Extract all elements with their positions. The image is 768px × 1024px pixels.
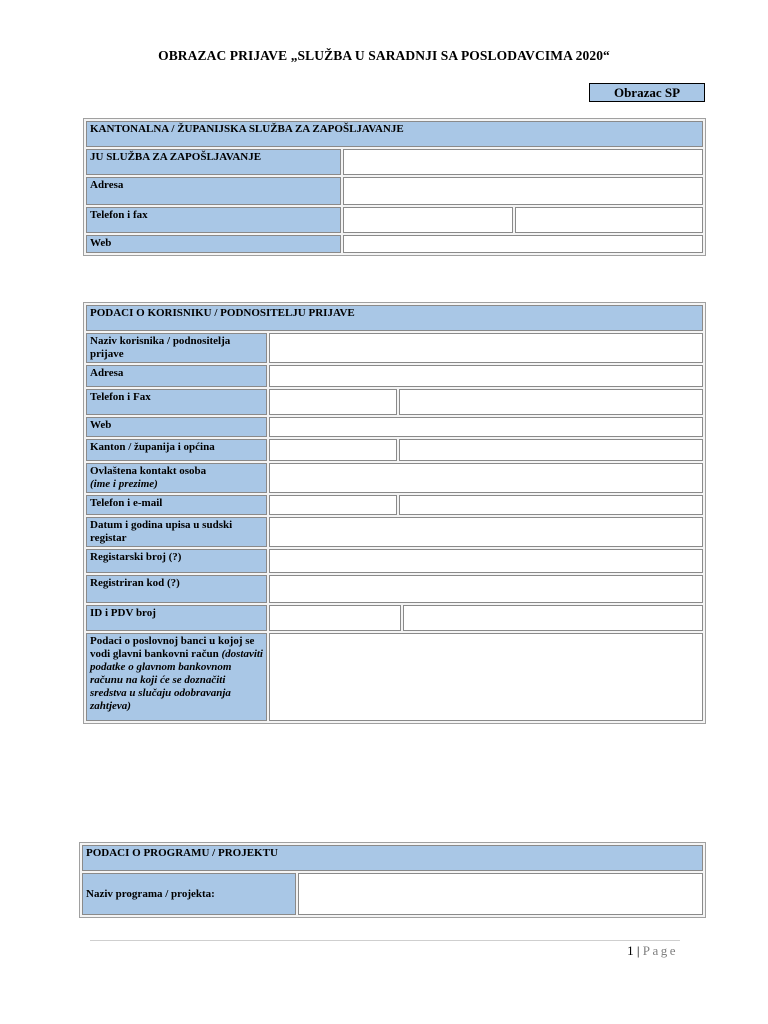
vat-number-field[interactable]	[403, 605, 703, 631]
contact-phone-field[interactable]	[269, 495, 397, 515]
service-address-field[interactable]	[343, 177, 703, 205]
applicant-phone-field[interactable]	[269, 389, 397, 415]
contact-person-note: (ime i prezime)	[90, 478, 158, 490]
page-footer	[627, 943, 678, 959]
applicant-name-label: Naziv korisnika / podnositelja prijave	[86, 333, 267, 363]
service-address-label: Adresa	[86, 177, 341, 205]
applicant-address-label: Adresa	[86, 365, 267, 387]
service-web-field[interactable]	[343, 235, 703, 253]
page-separator: |	[636, 943, 640, 958]
section-header: PODACI O KORISNIKU / PODNOSITELJU PRIJAVE	[86, 305, 703, 331]
service-name-field[interactable]	[343, 149, 703, 175]
applicant-canton-field[interactable]	[269, 439, 397, 461]
contact-person-text: Ovlaštena kontakt osoba	[90, 465, 207, 477]
bank-info-label	[86, 633, 267, 721]
registration-date-label: Datum i godina upisa u sudski registar	[86, 517, 267, 547]
service-fax-field[interactable]	[515, 207, 703, 233]
service-name-label: JU SLUŽBA ZA ZAPOŠLJAVANJE	[86, 149, 341, 175]
registry-number-field[interactable]	[269, 549, 703, 573]
id-vat-label: ID i PDV broj	[86, 605, 267, 631]
form-title: OBRAZAC PRIJAVE „SLUŽBA U SARADNJI SA POSLODAVCIMA 2020“	[158, 48, 610, 63]
registered-code-field[interactable]	[269, 575, 703, 603]
service-phone-fax-label: Telefon i fax	[86, 207, 341, 233]
registration-date-field[interactable]	[269, 517, 703, 547]
employment-service-section	[83, 118, 706, 256]
applicant-section	[83, 302, 706, 724]
applicant-phone-fax-label: Telefon i Fax	[86, 389, 267, 415]
bank-info-text: Podaci o poslovnoj banci u kojoj se vodi glavni bankovni račun	[90, 635, 255, 660]
service-web-label: Web	[86, 235, 341, 253]
bank-info-field[interactable]	[269, 633, 703, 721]
page-word: Page	[642, 943, 678, 958]
applicant-web-field[interactable]	[269, 417, 703, 437]
bank-info-note: (dostaviti podatke o glavnom bankovnom računu na koji će se doznačiti sredstva u slučaju odobravanja zahtjeva)	[90, 648, 263, 712]
applicant-canton-label: Kanton / županija i općina	[86, 439, 267, 461]
applicant-web-label: Web	[86, 417, 267, 437]
footer-divider	[90, 940, 680, 941]
applicant-address-field[interactable]	[269, 365, 703, 387]
section-header: KANTONALNA / ŽUPANIJSKA SLUŽBA ZA ZAPOŠLJAVANJE	[86, 121, 703, 147]
program-name-field[interactable]	[298, 873, 703, 915]
form-code-badge: Obrazac SP	[589, 83, 705, 102]
section-header: PODACI O PROGRAMU / PROJEKTU	[82, 845, 703, 871]
phone-email-label: Telefon i e-mail	[86, 495, 267, 515]
program-section	[79, 842, 706, 918]
service-phone-field[interactable]	[343, 207, 513, 233]
page-number: 1	[627, 943, 634, 958]
applicant-name-field[interactable]	[269, 333, 703, 363]
registered-code-label: Registriran kod (?)	[86, 575, 267, 603]
program-name-label: Naziv programa / projekta:	[82, 873, 296, 915]
id-number-field[interactable]	[269, 605, 401, 631]
applicant-fax-field[interactable]	[399, 389, 703, 415]
contact-email-field[interactable]	[399, 495, 703, 515]
registry-number-label: Registarski broj (?)	[86, 549, 267, 573]
applicant-municipality-field[interactable]	[399, 439, 703, 461]
contact-person-label	[86, 463, 267, 493]
contact-person-field[interactable]	[269, 463, 703, 493]
